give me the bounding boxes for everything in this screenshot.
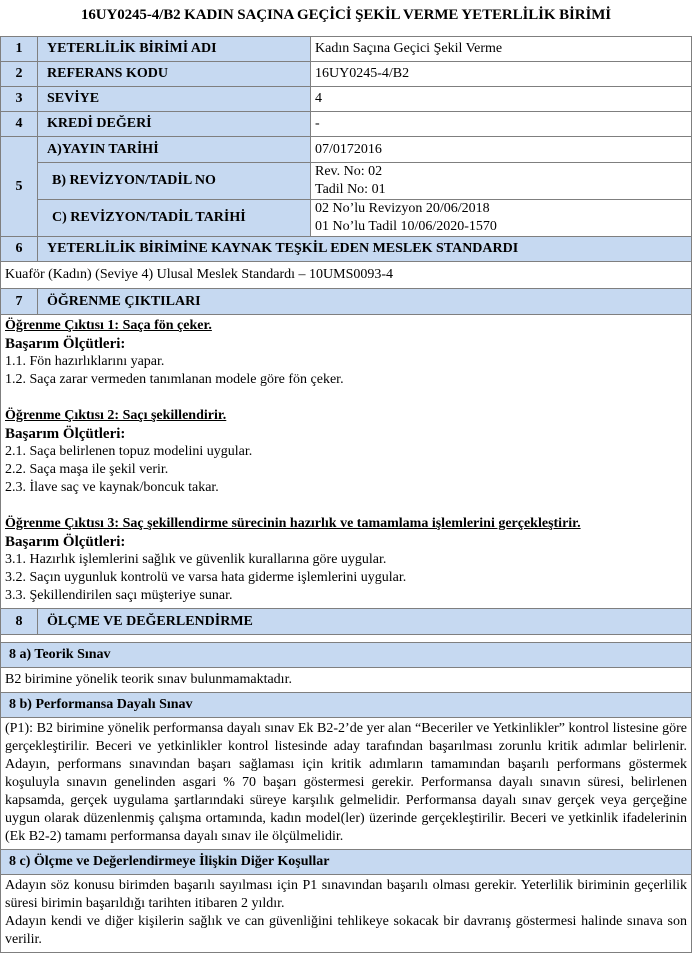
section-7-header <box>1 289 692 315</box>
section-8c-header <box>1 850 692 875</box>
row-value <box>311 200 692 237</box>
row-revision-no <box>1 163 692 200</box>
revision-date: 02 No’lu Revizyon 20/06/2018 <box>315 201 490 216</box>
amendment-number: Tadil No: 01 <box>315 182 386 197</box>
criteria-label: Başarım Ölçütleri: <box>5 534 126 550</box>
subsection-heading: 8 b) Performansa Dayalı Sınav <box>1 693 692 718</box>
row-value: 16UY0245-4/B2 <box>311 62 692 87</box>
section-8b-body <box>1 718 692 850</box>
theory-exam-text: B2 birimine yönelik teorik sınav bulunmamaktadır. <box>1 668 692 693</box>
criterion: 3.2. Saçın uygunluk kontrolü ve varsa hata giderme işlemlerini uygular. <box>5 570 407 585</box>
section-heading: ÖĞRENME ÇIKTILARI <box>38 289 692 315</box>
outcome-title: Öğrenme Çıktısı 2: Saçı şekillendirir. <box>5 408 227 423</box>
section-7-body <box>1 315 692 609</box>
section-8c-body <box>1 875 692 953</box>
document-title: 16UY0245-4/B2 KADIN SAÇINA GEÇİCİ ŞEKİL VERME YETERLİLİK BİRİMİ <box>80 7 612 23</box>
criterion: 2.1. Saça belirlenen topuz modelini uygular. <box>5 444 253 459</box>
row-value: Kadın Saçına Geçici Şekil Verme <box>311 37 692 62</box>
row-label: B) REVİZYON/TADİL NO <box>38 163 311 200</box>
row-label: C) REVİZYON/TADİL TARİHİ <box>38 200 311 237</box>
subsection-heading: 8 a) Teorik Sınav <box>1 643 692 668</box>
learning-outcome <box>5 317 687 389</box>
section-heading: YETERLİLİK BİRİMİNE KAYNAK TEŞKİL EDEN MESLEK STANDARDI <box>38 237 692 262</box>
row-label: SEVİYE <box>38 87 311 112</box>
section-8a-body <box>1 668 692 693</box>
section-6-header <box>1 237 692 262</box>
row-reference-code <box>1 62 692 87</box>
row-number: 4 <box>1 112 38 137</box>
learning-outcomes <box>1 315 692 609</box>
section-8a-header <box>1 643 692 668</box>
occupational-standard: Kuaför (Kadın) (Seviye 4) Ulusal Meslek Standardı – 10UMS0093-4 <box>1 262 692 289</box>
criteria-label: Başarım Ölçütleri: <box>5 336 126 352</box>
other-conditions <box>1 875 692 953</box>
row-level <box>1 87 692 112</box>
section-number: 8 <box>1 609 38 635</box>
row-value: 4 <box>311 87 692 112</box>
row-publish-date <box>1 137 692 163</box>
outcome-title: Öğrenme Çıktısı 3: Saç şekillendirme sürecinin hazırlık ve tamamlama işlemlerini gerçekleştirir. <box>5 516 581 531</box>
criterion: 1.2. Saça zarar vermeden tanımlanan modele göre fön çeker. <box>5 372 344 387</box>
learning-outcome <box>5 407 687 497</box>
outcome-title: Öğrenme Çıktısı 1: Saça fön çeker. <box>5 318 212 333</box>
section-heading: ÖLÇME VE DEĞERLENDİRME <box>38 609 692 635</box>
competency-unit-table <box>0 36 692 953</box>
condition-paragraph: Adayın söz konusu birimden başarılı sayılması için P1 sınavından başarılı olması gerekir. Yeterlilik biriminin geçerlilik süresi birimin başarıldığı tarihten itibaren 2 yıldır. <box>5 878 687 911</box>
row-revision-date <box>1 200 692 237</box>
row-label: A)YAYIN TARİHİ <box>38 137 311 163</box>
row-value: 07/0172016 <box>311 137 692 163</box>
section-8b-header <box>1 693 692 718</box>
row-credit <box>1 112 692 137</box>
learning-outcome <box>5 515 687 605</box>
row-value <box>311 163 692 200</box>
row-label: YETERLİLİK BİRİMİ ADI <box>38 37 311 62</box>
row-number: 1 <box>1 37 38 62</box>
row-value: - <box>311 112 692 137</box>
criterion: 1.1. Fön hazırlıklarını yapar. <box>5 354 165 369</box>
criterion: 3.1. Hazırlık işlemlerini sağlık ve güvenlik kurallarına göre uygular. <box>5 552 387 567</box>
section-8-spacer <box>1 635 692 643</box>
section-number: 7 <box>1 289 38 315</box>
performance-exam-text: (P1): B2 birimine yönelik performansa dayalı sınav Ek B2-2’de yer alan “Beceriler ve Yetkinlikler” kontrol listesine göre gerçekleştirilir. Beceri ve yetkinlikler kontrol listesinde aday tarafından başarılması zorunlu kritik adımlar belirlenir. Adayın, performans sınavından başarı sağlaması için kritik adımların tamamından başarılı performans göstermek koşuluyla sınavın genelinden asgari % 70 başarı göstermesi gerekir. Performansa dayalı sınavın süresi, belirlenen kapsamda, gerçek uygulama şartlarındaki süreye karşılık gelmelidir. Performansa dayalı sınav gerçek veya gerçeğine uygun olarak düzenlenmiş çalışma ortamında, kadın model(ler) üzerinde gerçekleştirilir. Beceri ve yetkinlik ifadelerinin (Ek B2-2) tamamı performansa dayalı sınav ile ölçülmelidir. <box>1 718 692 850</box>
revision-number: Rev. No: 02 <box>315 164 383 179</box>
criterion: 2.3. İlave saç ve kaynak/boncuk takar. <box>5 480 219 495</box>
section-number: 6 <box>1 237 38 262</box>
row-number: 5 <box>1 137 38 237</box>
amendment-date: 01 No’lu Tadil 10/06/2020-1570 <box>315 219 497 234</box>
section-8-header <box>1 609 692 635</box>
row-number: 2 <box>1 62 38 87</box>
row-label: REFERANS KODU <box>38 62 311 87</box>
criteria-label: Başarım Ölçütleri: <box>5 426 126 442</box>
criterion: 3.3. Şekillendirilen saçı müşteriye sunar. <box>5 588 233 603</box>
subsection-heading: 8 c) Ölçme ve Değerlendirmeye İlişkin Diğer Koşullar <box>1 850 692 875</box>
row-label: KREDİ DEĞERİ <box>38 112 311 137</box>
section-6-body <box>1 262 692 289</box>
row-number: 3 <box>1 87 38 112</box>
condition-paragraph: Adayın kendi ve diğer kişilerin sağlık ve can güvenliğini tehlikeye sokacak bir davranış göstermesi halinde sınava son verilir. <box>5 914 687 947</box>
criterion: 2.2. Saça maşa ile şekil verir. <box>5 462 169 477</box>
row-unit-name <box>1 37 692 62</box>
